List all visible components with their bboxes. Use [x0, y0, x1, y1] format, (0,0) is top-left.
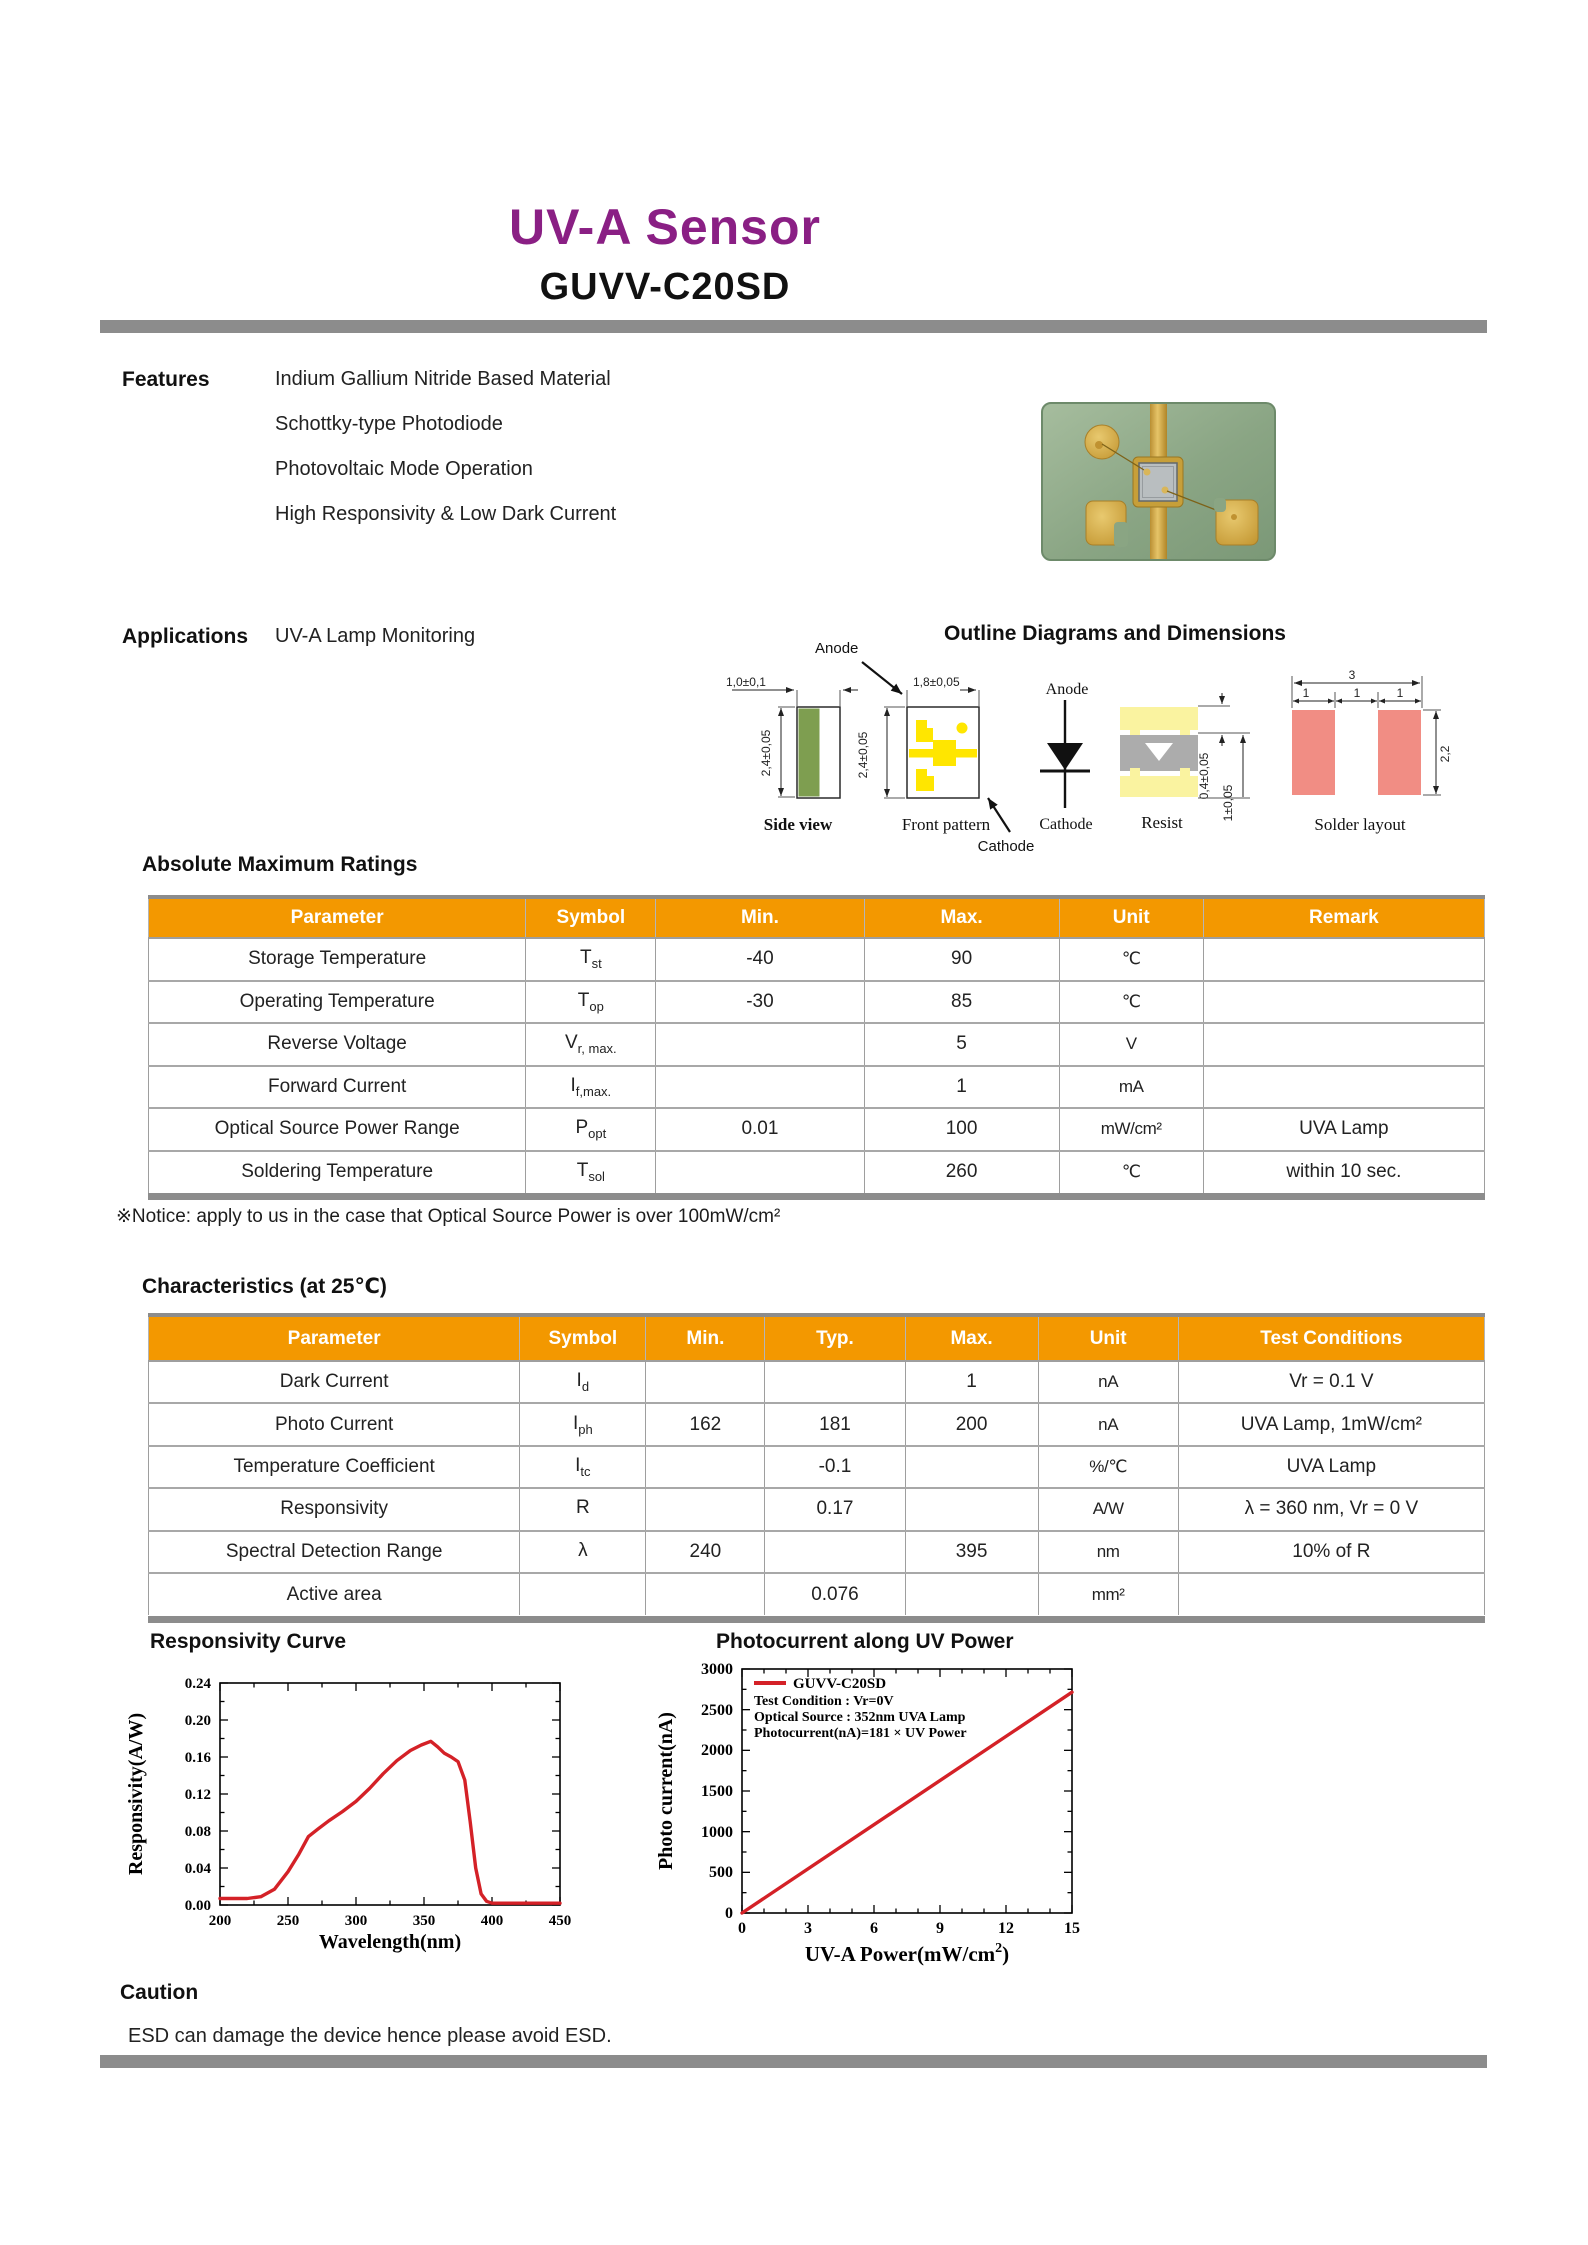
resist-label: Resist — [1141, 813, 1183, 832]
outline-heading: Outline Diagrams and Dimensions — [944, 622, 1286, 645]
svg-text:3000: 3000 — [701, 1661, 733, 1678]
feature-item: Schottky-type Photodiode — [275, 413, 503, 435]
svg-text:400: 400 — [480, 1913, 504, 1929]
page-title: UV-A Sensor — [508, 199, 821, 255]
svg-text:0.12: 0.12 — [184, 1787, 211, 1803]
svg-text:0: 0 — [738, 1920, 746, 1937]
anode-arrow — [862, 662, 902, 694]
caution-heading: Caution — [120, 1981, 199, 2004]
svg-text:250: 250 — [276, 1913, 300, 1929]
svg-text:3: 3 — [804, 1920, 812, 1937]
col-max: Max. — [864, 899, 1059, 938]
svg-text:200: 200 — [208, 1913, 232, 1929]
y-axis-title: Responsivity(A/W) — [125, 1712, 147, 1876]
col-max: Max. — [905, 1317, 1038, 1361]
responsivity-curve-heading: Responsivity Curve — [150, 1630, 347, 1653]
table-row: Spectral Detection Range λ 240 395 nm 10% of R — [149, 1531, 1485, 1573]
front-pad-center — [933, 740, 956, 766]
table-row: Temperature Coefficient $I_{tc}$ -0.1 %/℃ UVA Lamp — [149, 1446, 1485, 1488]
cathode-label: Cathode — [977, 838, 1035, 855]
top-divider-bar — [100, 320, 1487, 333]
features-list — [275, 368, 616, 548]
dim-solder-height: 2,2 — [1438, 745, 1452, 763]
svg-text:0.08: 0.08 — [184, 1824, 211, 1840]
photocurrent-heading: Photocurrent along UV Power — [716, 1630, 1014, 1653]
photocurrent-chart — [620, 1630, 1180, 1980]
svg-text:350: 350 — [412, 1913, 436, 1929]
table-bottom-bar — [148, 1193, 1485, 1200]
svg-text:12: 12 — [998, 1920, 1014, 1937]
diode-anode-label: Anode — [1045, 681, 1089, 698]
front-pad-circle — [957, 723, 968, 734]
svg-text:0: 0 — [725, 1905, 733, 1922]
svg-text:2500: 2500 — [701, 1702, 733, 1719]
caution-text: ESD can damage the device hence please avoid ESD. — [128, 2025, 612, 2047]
abs-max-notice: ※Notice: apply to us in the case that Optical Source Power is over 100mW/cm² — [116, 1206, 781, 1227]
dim-solder-total: 3 — [1348, 668, 1356, 682]
resist-diagram — [1120, 707, 1198, 797]
svg-text:0.24: 0.24 — [184, 1676, 211, 1692]
svg-text:300: 300 — [344, 1913, 368, 1929]
table-row: Storage Temperature $T_{st}$ -40 90 ℃ — [149, 938, 1485, 981]
dim-side-height: 2,4±0,05 — [759, 729, 773, 777]
dim-solder-seg: 1 — [1353, 686, 1361, 700]
svg-text:500: 500 — [709, 1864, 733, 1881]
svg-text:0.20: 0.20 — [184, 1713, 211, 1729]
solder-pad-left — [1292, 710, 1335, 795]
col-min: Min. — [646, 1317, 765, 1361]
feature-item: Indium Gallium Nitride Based Material — [275, 368, 611, 390]
y-axis-title: Photo current(nA) — [655, 1712, 677, 1870]
table-row: Responsivity R 0.17 A/W λ = 360 nm, Vr = 0 V — [149, 1488, 1485, 1530]
bottom-divider-bar — [100, 2055, 1487, 2068]
legend-series-name: GUVV-C20SD — [793, 1676, 887, 1692]
table-bottom-bar — [148, 1616, 1485, 1623]
photo-round-pad — [1085, 425, 1119, 459]
table-header-row — [149, 899, 1485, 938]
feature-item: High Responsivity & Low Dark Current — [275, 503, 617, 525]
col-test-conditions: Test Conditions — [1178, 1317, 1484, 1361]
svg-text:450: 450 — [548, 1913, 572, 1929]
dim-side-width: 1,0±0,1 — [726, 675, 766, 689]
responsivity-chart — [100, 1650, 600, 1960]
characteristics-heading: Characteristics (at 25℃) — [142, 1275, 387, 1298]
table-row: Reverse Voltage $V_{r, max.}$ 5 V — [149, 1023, 1485, 1066]
legend-test-condition: Test Condition : Vr=0V — [754, 1694, 894, 1709]
svg-text:0.16: 0.16 — [184, 1750, 211, 1766]
abs-max-table — [148, 899, 1485, 1193]
col-unit: Unit — [1038, 1317, 1178, 1361]
diode-cathode-label: Cathode — [1039, 816, 1093, 833]
applications-heading: Applications — [122, 625, 249, 648]
svg-text:0.04: 0.04 — [184, 1861, 211, 1877]
feature-item: Photovoltaic Mode Operation — [275, 458, 533, 480]
col-symbol: Symbol — [520, 1317, 646, 1361]
x-axis-title: UV-A $Power(mW/cm^2)$ — [804, 1941, 1010, 1966]
plot-frame — [220, 1683, 560, 1905]
table-row: Operating Temperature $T_{op}$ -30 85 ℃ — [149, 981, 1485, 1024]
x-axis-title: Wavelength(nm) — [318, 1931, 462, 1953]
col-symbol: Symbol — [526, 899, 656, 938]
solder-pad-right — [1378, 710, 1421, 795]
solder-layout-label: Solder layout — [1314, 815, 1406, 834]
features-heading: Features — [122, 368, 210, 391]
col-typ: Typ. — [765, 1317, 905, 1361]
col-parameter: Parameter — [149, 899, 526, 938]
legend-optical-source: Optical Source : 352nm UVA Lamp — [754, 1710, 966, 1725]
photo-die — [1139, 463, 1177, 501]
dim-solder-seg: 1 — [1396, 686, 1404, 700]
table-row: Active area 0.076 mm² — [149, 1573, 1485, 1615]
col-unit: Unit — [1059, 899, 1203, 938]
characteristics-table — [148, 1317, 1485, 1615]
dim-resist-2: 1±0,05 — [1221, 784, 1235, 822]
svg-text:1500: 1500 — [701, 1783, 733, 1800]
table-row: Soldering Temperature $T_{sol}$ 260 ℃ within 10 sec. — [149, 1151, 1485, 1194]
svg-text:9: 9 — [936, 1920, 944, 1937]
table-row: Dark Current $I_d$ 1 nA Vr = 0.1 V — [149, 1361, 1485, 1403]
anode-label: Anode — [815, 640, 859, 657]
svg-text:6: 6 — [870, 1920, 878, 1937]
front-pattern-label: Front pattern — [901, 815, 991, 834]
applications-item: UV-A Lamp Monitoring — [275, 625, 476, 647]
col-parameter: Parameter — [149, 1317, 520, 1361]
dim-resist-1: 0,4±0,05 — [1197, 752, 1211, 800]
outline-diagrams — [700, 620, 1460, 870]
sensor-photo — [1040, 400, 1278, 564]
svg-text:1000: 1000 — [701, 1824, 733, 1841]
col-min: Min. — [656, 899, 864, 938]
legend-formula: Photocurrent(nA)=181 × UV Power — [754, 1726, 967, 1741]
dim-solder-seg: 1 — [1302, 686, 1310, 700]
dim-front-width: 1,8±0,05 — [913, 675, 960, 689]
svg-text:2000: 2000 — [701, 1742, 733, 1759]
side-view-chip — [799, 709, 820, 797]
svg-text:15: 15 — [1064, 1920, 1080, 1937]
side-view-label: Side view — [763, 815, 833, 834]
table-row: Photo Current $I_{ph}$ 162 181 200 nA UVA Lamp, 1mW/cm² — [149, 1403, 1485, 1445]
svg-text:0.00: 0.00 — [184, 1898, 211, 1914]
table-row: Optical Source Power Range $P_{opt}$ 0.01 100 mW/cm² UVA Lamp — [149, 1108, 1485, 1151]
abs-max-heading: Absolute Maximum Ratings — [142, 853, 418, 876]
table-header-row — [149, 1317, 1485, 1361]
cathode-arrow — [988, 798, 1010, 832]
table-row: Forward Current $I_{f,max.}$ 1 mA — [149, 1066, 1485, 1109]
model-number: GUVV-C20SD — [539, 266, 791, 308]
dim-front-height: 2,4±0,05 — [856, 731, 870, 779]
col-remark: Remark — [1203, 899, 1484, 938]
